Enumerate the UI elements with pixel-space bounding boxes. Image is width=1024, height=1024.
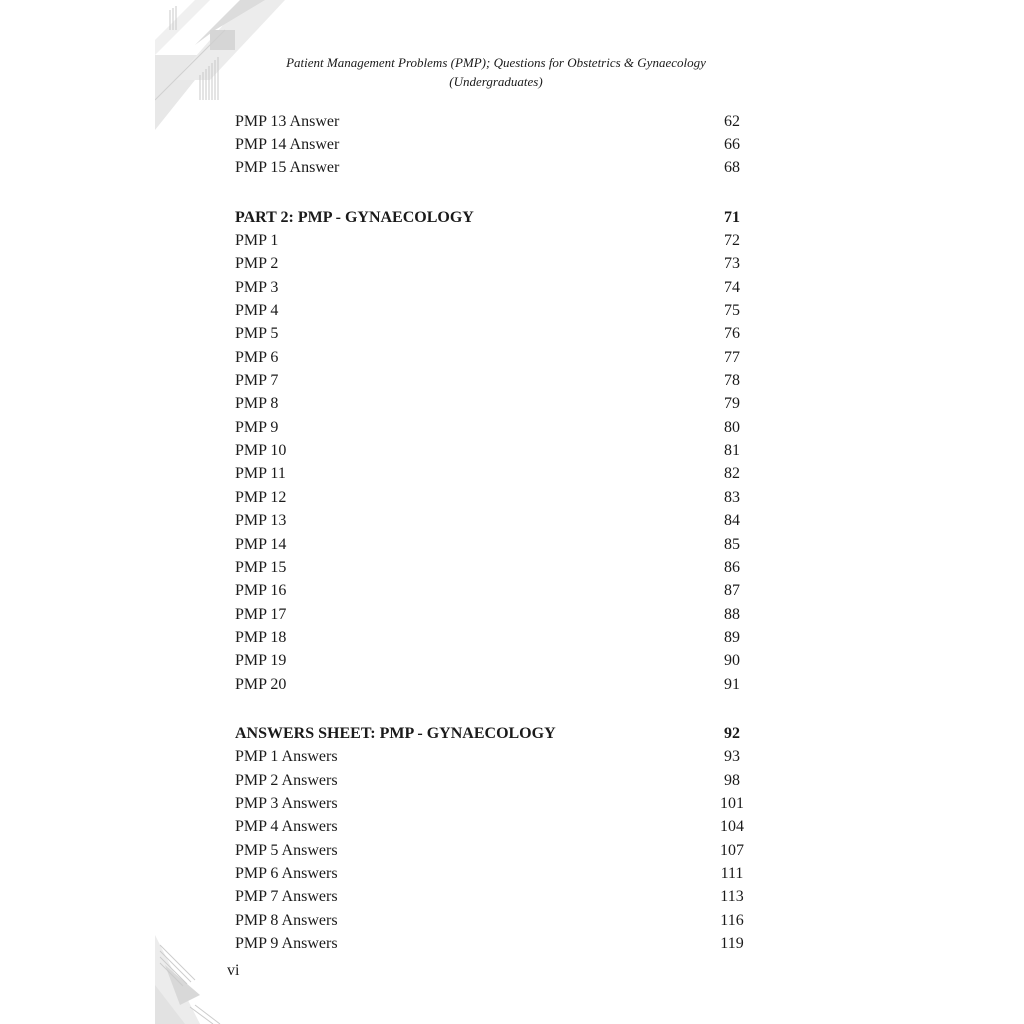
toc-entry-page: 98 bbox=[724, 771, 740, 789]
toc-entry-label: PMP 18 bbox=[235, 628, 287, 646]
page-number: vi bbox=[227, 962, 240, 979]
toc-heading-page: 71 bbox=[724, 208, 740, 226]
toc-entry-page: 104 bbox=[720, 818, 744, 836]
toc-entry-label: PMP 9 Answers bbox=[235, 935, 338, 953]
toc-entry bbox=[235, 746, 747, 769]
toc-entry bbox=[235, 792, 747, 815]
toc-entry-label: PMP 14 bbox=[235, 535, 287, 553]
toc-entry-page: 116 bbox=[720, 911, 744, 929]
toc-entry-label: PMP 6 Answers bbox=[235, 864, 338, 882]
toc-entry-page: 101 bbox=[720, 794, 744, 812]
toc-entry-label: PMP 5 bbox=[235, 325, 279, 343]
toc-section-heading-part2 bbox=[235, 206, 747, 229]
toc-entry bbox=[235, 839, 747, 862]
toc-entry bbox=[235, 932, 747, 955]
toc-entry bbox=[235, 510, 747, 533]
toc-entry-label: PMP 3 Answers bbox=[235, 794, 338, 812]
toc-entry-label: PMP 12 bbox=[235, 488, 287, 506]
section-spacer bbox=[235, 180, 747, 206]
toc-entry-page: 77 bbox=[724, 348, 740, 366]
toc-entry bbox=[235, 463, 747, 486]
toc-entry-page: 82 bbox=[724, 465, 740, 483]
toc-entry-label: PMP 5 Answers bbox=[235, 841, 338, 859]
toc-entry-label: PMP 6 bbox=[235, 348, 279, 366]
toc-entry-page: 113 bbox=[720, 888, 744, 906]
toc-entry bbox=[235, 439, 747, 462]
toc-entry bbox=[235, 110, 747, 133]
toc-entry-page: 78 bbox=[724, 372, 740, 390]
toc-heading-page: 92 bbox=[724, 724, 740, 742]
toc-entry bbox=[235, 673, 747, 696]
header-title-line1: Patient Management Problems (PMP); Questions for Obstetrics & Gynaecology bbox=[286, 55, 706, 70]
toc-entry-page: 107 bbox=[720, 841, 744, 859]
toc-entry bbox=[235, 276, 747, 299]
toc-entry bbox=[235, 133, 747, 156]
table-of-contents bbox=[235, 110, 747, 956]
toc-entry-label: PMP 13 Answer bbox=[235, 112, 340, 130]
toc-entry-page: 68 bbox=[724, 159, 740, 177]
toc-entry bbox=[235, 626, 747, 649]
toc-entry bbox=[235, 603, 747, 626]
toc-entry-page: 119 bbox=[720, 935, 744, 953]
toc-entry-page: 88 bbox=[724, 605, 740, 623]
section-spacer bbox=[235, 696, 747, 722]
toc-entry-page: 62 bbox=[724, 112, 740, 130]
toc-entry-page: 81 bbox=[724, 442, 740, 460]
toc-entry bbox=[235, 346, 747, 369]
toc-entry bbox=[235, 229, 747, 252]
toc-entry-label: PMP 1 bbox=[235, 232, 279, 250]
book-page bbox=[155, 0, 869, 1024]
toc-entry-label: PMP 11 bbox=[235, 465, 286, 483]
toc-entry bbox=[235, 886, 747, 909]
toc-entry-page: 91 bbox=[724, 675, 740, 693]
toc-entry bbox=[235, 862, 747, 885]
toc-entry-label: PMP 2 bbox=[235, 255, 279, 273]
geometric-corner-decoration-bottom bbox=[155, 935, 235, 1024]
toc-entry-page: 75 bbox=[724, 302, 740, 320]
toc-entry-label: PMP 1 Answers bbox=[235, 748, 338, 766]
toc-entry-page: 73 bbox=[724, 255, 740, 273]
toc-entry-page: 90 bbox=[724, 652, 740, 670]
header-title-line2: (Undergraduates) bbox=[449, 74, 543, 89]
toc-entry-page: 80 bbox=[724, 418, 740, 436]
toc-entry-page: 111 bbox=[720, 864, 744, 882]
toc-entry-label: PMP 8 Answers bbox=[235, 911, 338, 929]
toc-entry-page: 83 bbox=[724, 488, 740, 506]
toc-entry bbox=[235, 393, 747, 416]
running-header bbox=[155, 53, 837, 91]
toc-entry bbox=[235, 369, 747, 392]
toc-entry bbox=[235, 650, 747, 673]
toc-entry-label: PMP 4 Answers bbox=[235, 818, 338, 836]
toc-entry-label: PMP 2 Answers bbox=[235, 771, 338, 789]
toc-entry-label: PMP 4 bbox=[235, 302, 279, 320]
toc-entry-page: 76 bbox=[724, 325, 740, 343]
toc-entry-page: 84 bbox=[724, 512, 740, 530]
toc-entry-page: 79 bbox=[724, 395, 740, 413]
toc-heading-label: ANSWERS SHEET: PMP - GYNAECOLOGY bbox=[235, 724, 556, 742]
toc-entry-label: PMP 16 bbox=[235, 582, 287, 600]
toc-entry bbox=[235, 253, 747, 276]
toc-entry-page: 85 bbox=[724, 535, 740, 553]
toc-entry-label: PMP 20 bbox=[235, 675, 287, 693]
toc-entry bbox=[235, 416, 747, 439]
toc-entry-page: 87 bbox=[724, 582, 740, 600]
toc-entry-label: PMP 17 bbox=[235, 605, 287, 623]
toc-entry bbox=[235, 816, 747, 839]
toc-entry-page: 72 bbox=[724, 232, 740, 250]
toc-entry-label: PMP 15 bbox=[235, 558, 287, 576]
toc-entry-label: PMP 7 bbox=[235, 372, 279, 390]
toc-entry-label: PMP 19 bbox=[235, 652, 287, 670]
toc-entry bbox=[235, 157, 747, 180]
toc-entry bbox=[235, 580, 747, 603]
toc-entry-page: 74 bbox=[724, 278, 740, 296]
toc-entry bbox=[235, 486, 747, 509]
toc-entry-label: PMP 3 bbox=[235, 278, 279, 296]
toc-heading-label: PART 2: PMP - GYNAECOLOGY bbox=[235, 208, 474, 226]
toc-entry-page: 66 bbox=[724, 136, 740, 154]
toc-entry-page: 93 bbox=[724, 748, 740, 766]
toc-section-heading-answers bbox=[235, 722, 747, 745]
toc-entry bbox=[235, 533, 747, 556]
toc-entry-page: 89 bbox=[724, 628, 740, 646]
toc-entry-label: PMP 14 Answer bbox=[235, 136, 340, 154]
toc-entry-label: PMP 9 bbox=[235, 418, 279, 436]
toc-entry-label: PMP 10 bbox=[235, 442, 287, 460]
toc-entry bbox=[235, 909, 747, 932]
toc-entry bbox=[235, 299, 747, 322]
toc-entry bbox=[235, 323, 747, 346]
toc-entry bbox=[235, 556, 747, 579]
toc-entry-label: PMP 7 Answers bbox=[235, 888, 338, 906]
toc-entry-page: 86 bbox=[724, 558, 740, 576]
toc-entry bbox=[235, 769, 747, 792]
toc-entry-label: PMP 8 bbox=[235, 395, 279, 413]
toc-entry-label: PMP 13 bbox=[235, 512, 287, 530]
toc-entry-label: PMP 15 Answer bbox=[235, 159, 340, 177]
